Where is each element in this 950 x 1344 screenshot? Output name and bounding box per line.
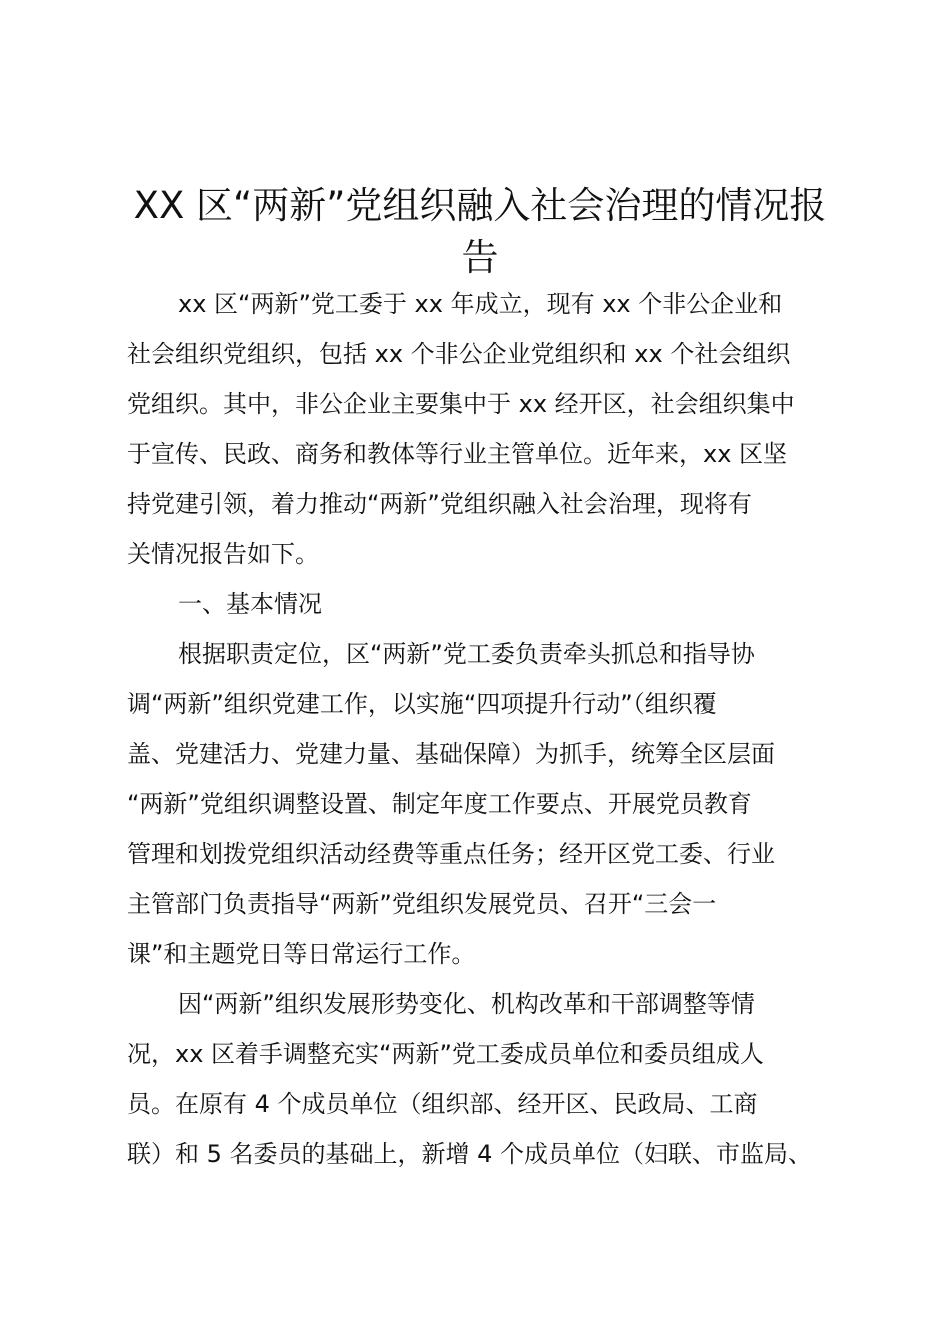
body-text-line-9: 盖、党建活力、党建力量、基础保障）为抓手，统筹全区层面 [127,740,775,768]
body-text-line-5: 持党建引领，着力推动“两新”党组织融入社会治理，现将有 [127,490,752,518]
body-text-line-13: 课”和主题党日等日常运行工作。 [127,940,476,968]
body-text-line-4: 于宣传、民政、商务和教体等行业主管单位。近年来，xx 区坚 [127,440,788,468]
body-text-line-11: 管理和划拨党组织活动经费等重点任务；经开区党工委、行业 [127,840,775,868]
body-text-line-2: 社会组织党组织，包括 xx 个非公企业党组织和 xx 个社会组织 [127,340,791,368]
body-text-line-17: 联）和 5 名委员的基础上，新增 4 个成员单位（妇联、市监局、 [127,1140,813,1168]
document-title-line-1: XX 区“两新”党组织融入社会治理的情况报 [133,184,827,227]
body-text-line-14: 因“两新”组织发展形势变化、机构改革和干部调整等情 [178,990,755,1018]
body-text-line-12: 主管部门负责指导“两新”党组织发展党员、召开“三会一 [127,890,717,918]
document-title-line-2: 告 [461,236,499,279]
body-text-line-3: 党组织。其中，非公企业主要集中于 xx 经开区，社会组织集中 [127,390,795,418]
body-text-line-8: 调“两新”组织党建工作，以实施“四项提升行动”（组织覆 [127,690,717,718]
body-text-line-7: 根据职责定位，区“两新”党工委负责牵头抓总和指导协 [178,640,755,668]
body-text-line-10: “两新”党组织调整设置、制定年度工作要点、开展党员教育 [127,790,752,818]
section-heading-1: 一、基本情况 [178,590,322,618]
body-text-line-15: 况，xx 区着手调整充实“两新”党工委成员单位和委员组成人 [127,1040,764,1068]
body-text-line-16: 员。在原有 4 个成员单位（组织部、经开区、民政局、工商 [127,1090,758,1118]
body-text-line-6: 关情况报告如下。 [127,540,319,568]
body-text-line-1: xx 区“两新”党工委于 xx 年成立，现有 xx 个非公企业和 [178,290,783,318]
